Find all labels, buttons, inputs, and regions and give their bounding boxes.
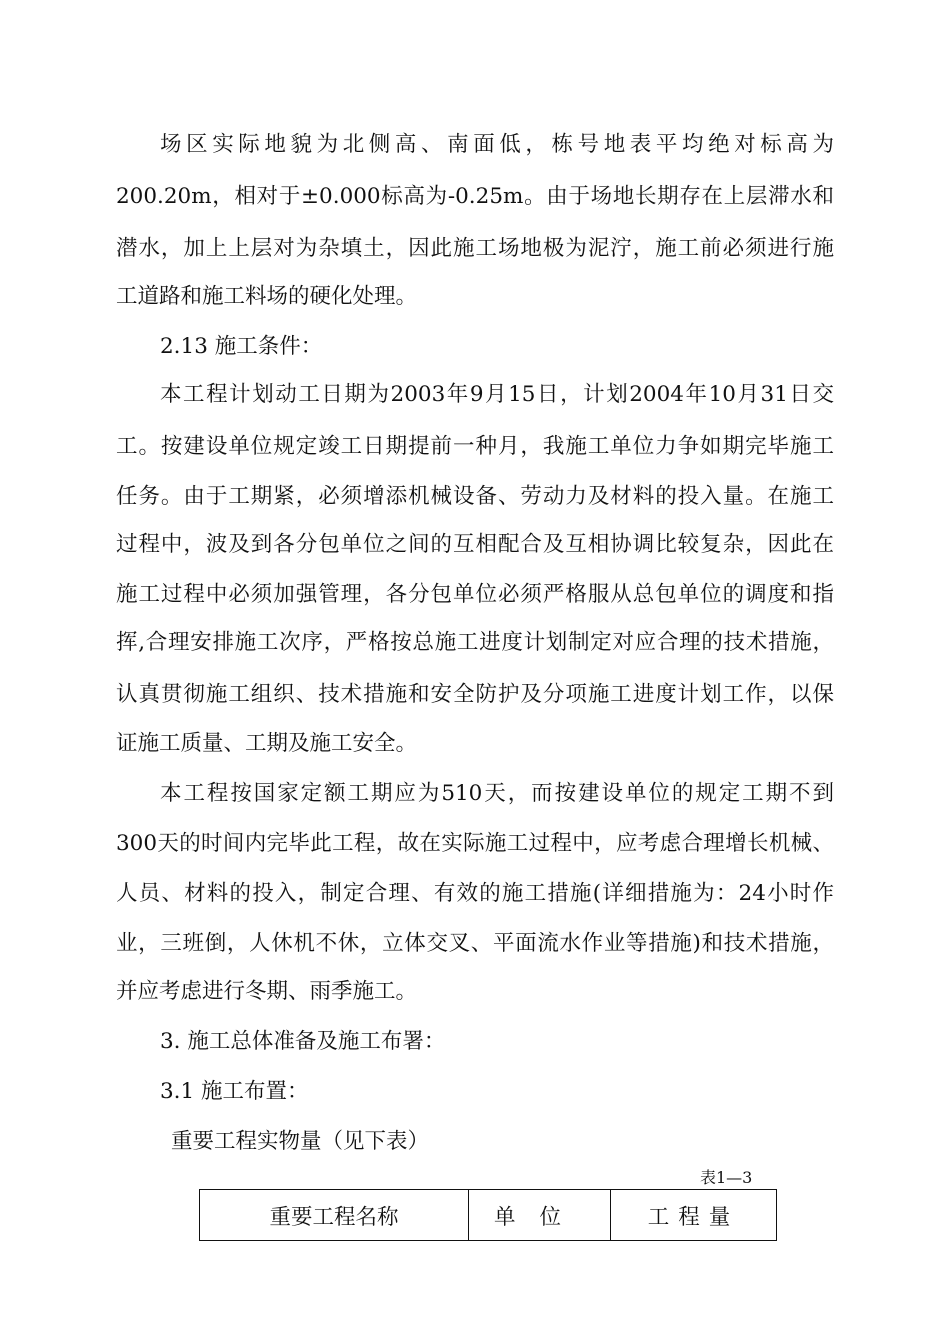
paragraph-duration-line-5: 并应考虑进行冬期、雨季施工。 bbox=[116, 979, 418, 1004]
paragraph-conditions-line-5: 施工过程中必须加强管理，各分包单位必须严格服从总包单位的调度和指 bbox=[116, 582, 834, 607]
header-cell-project-name: 重要工程名称 bbox=[200, 1190, 469, 1241]
paragraph-conditions-line-8: 证施工质量、工期及施工安全。 bbox=[116, 731, 418, 756]
heading-2-13: 2.13 施工条件： bbox=[160, 334, 323, 359]
table-header-row bbox=[200, 1190, 777, 1241]
paragraph-conditions-line-2: 工。按建设单位规定竣工日期提前一种月，我施工单位力争如期完毕施工 bbox=[116, 434, 834, 459]
paragraph-site-line-1: 场区实际地貌为北侧高、南面低，栋号地表平均绝对标高为 bbox=[160, 132, 834, 157]
paragraph-duration-line-1: 本工程按国家定额工期应为510天，而按建设单位的规定工期不到 bbox=[160, 781, 834, 806]
paragraph-site-line-4: 工道路和施工料场的硬化处理。 bbox=[116, 284, 418, 309]
paragraph-site-line-2: 200.20m，相对于±0.000标高为-0.25m。由于场地长期存在上层滞水和 bbox=[116, 184, 834, 209]
heading-3: 3. 施工总体准备及施工布署： bbox=[160, 1029, 446, 1054]
table-caption: 重要工程实物量（见下表） bbox=[171, 1129, 430, 1154]
paragraph-conditions-line-6: 挥,合理安排施工次序，严格按总施工进度计划制定对应合理的技术措施， bbox=[116, 630, 834, 655]
paragraph-conditions-line-7: 认真贯彻施工组织、技术措施和安全防护及分项施工进度计划工作，以保 bbox=[116, 682, 834, 707]
paragraph-duration-line-2: 300天的时间内完毕此工程，故在实际施工过程中，应考虑合理增长机械、 bbox=[116, 831, 834, 856]
paragraph-site-line-3: 潜水，加上上层对为杂填土，因此施工场地极为泥泞，施工前必须进行施 bbox=[116, 236, 834, 261]
table-number: 表1—3 bbox=[700, 1168, 753, 1187]
header-cell-unit: 单位 bbox=[469, 1190, 611, 1241]
paragraph-duration-line-4: 业，三班倒，人休机不休，立体交叉、平面流水作业等措施)和技术措施， bbox=[116, 931, 834, 956]
paragraph-conditions-line-4: 过程中，波及到各分包单位之间的互相配合及互相协调比较复杂，因此在 bbox=[116, 532, 834, 557]
heading-3-1: 3.1 施工布置： bbox=[160, 1079, 309, 1104]
paragraph-duration-line-3: 人员、材料的投入，制定合理、有效的施工措施(详细措施为：24小时作 bbox=[116, 881, 834, 906]
quantities-table bbox=[199, 1189, 777, 1241]
header-cell-quantity: 工程量 bbox=[611, 1190, 777, 1241]
paragraph-conditions-line-1: 本工程计划动工日期为2003年9月15日，计划2004年10月31日交 bbox=[160, 382, 834, 407]
paragraph-conditions-line-3: 任务。由于工期紧，必须增添机械设备、劳动力及材料的投入量。在施工 bbox=[116, 484, 834, 509]
